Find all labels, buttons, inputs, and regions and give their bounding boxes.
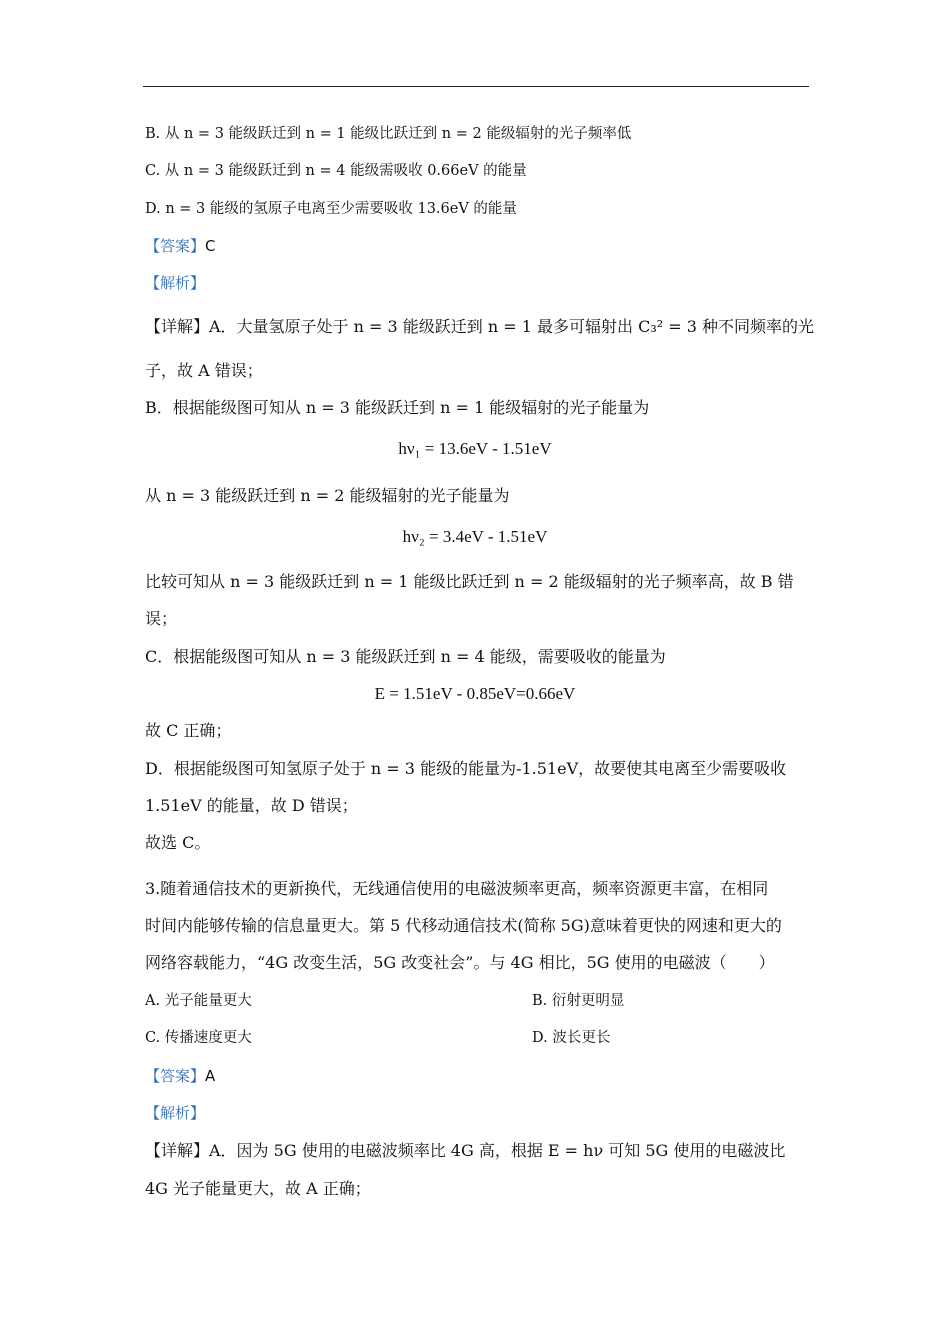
equation-1: hν₁ = 13.6eV - 1.51eV (398, 439, 552, 458)
q3-stem-line1: 3.随着通信技术的更新换代，无线通信使用的电磁波频率更高，频率资源更丰富，在相同 (145, 879, 769, 898)
q2-analysis-tag: 【解析】 (145, 274, 206, 292)
q2-detail-d-line1: D．根据能级图可知氢原子处于 n = 3 能级的能量为-1.51eV，故要使其电离至少需要吸收 (145, 759, 787, 778)
q2-detail-b2: 从 n = 3 能级跃迁到 n = 2 能级辐射的光子能量为 (145, 486, 510, 505)
answer-value: C (205, 237, 216, 255)
q2-option-c: C. 从 n = 3 能级跃迁到 n = 4 能级需吸收 0.66eV 的能量 (145, 163, 527, 179)
q2-detail-b: B．根据能级图可知从 n = 3 能级跃迁到 n = 1 能级辐射的光子能量为 (145, 398, 650, 417)
q2-detail-a-line2: 子，故 A 错误； (145, 361, 263, 380)
q2-detail-b3-line2: 误； (145, 609, 178, 628)
q2-detail-b3-line1: 比较可知从 n = 3 能级跃迁到 n = 1 能级比跃迁到 n = 2 能级辐射的光子频率高，故 B 错 (145, 572, 794, 591)
answer-value: A (205, 1067, 216, 1085)
header-rule (143, 86, 809, 87)
q3-answer-line (145, 1066, 215, 1086)
q2-conclusion: 故选 C。 (145, 833, 211, 852)
q3-option-a: A. 光子能量更大 (145, 993, 252, 1009)
q3-option-d: D. 波长更长 (532, 1030, 611, 1046)
q3-stem-line3: 网络容载能力，“4G 改变生活，5G 改变社会”。与 4G 相比，5G 使用的电磁波（ ） (145, 953, 775, 972)
q2-detail-d-line2: 1.51eV 的能量，故 D 错误； (145, 796, 358, 815)
equation-3: E = 1.51eV - 0.85eV=0.66eV (374, 684, 576, 703)
q3-stem-line2: 时间内能够传输的信息量更大。第 5 代移动通信技术(简称 5G)意味着更快的网速和更大的 (145, 916, 782, 935)
answer-tag: 【答案】 (145, 1067, 206, 1085)
q3-option-b: B. 衍射更明显 (532, 993, 625, 1009)
q3-analysis-tag: 【解析】 (145, 1104, 206, 1122)
equation-2: hν₂ = 3.4eV - 1.51eV (402, 527, 548, 546)
q2-detail-c: C．根据能级图可知从 n = 3 能级跃迁到 n = 4 能级，需要吸收的能量为 (145, 647, 666, 666)
q2-option-d: D. n = 3 能级的氢原子电离至少需要吸收 13.6eV 的能量 (145, 201, 517, 217)
q2-option-b: B. 从 n = 3 能级跃迁到 n = 1 能级比跃迁到 n = 2 能级辐射的光子频率低 (145, 126, 632, 142)
q2-detail-c2: 故 C 正确； (145, 721, 232, 740)
q3-detail-a-line1: 【详解】A．因为 5G 使用的电磁波频率比 4G 高，根据 E = hν 可知 5G 使用的电磁波比 (145, 1141, 786, 1160)
q2-answer-line (145, 236, 216, 256)
answer-tag: 【答案】 (145, 237, 206, 255)
q2-detail-a-line1: 【详解】A．大量氢原子处于 n = 3 能级跃迁到 n = 1 最多可辐射出 C₃² = 3 种不同频率的光 (145, 317, 815, 336)
q3-detail-a-line2: 4G 光子能量更大，故 A 正确； (145, 1179, 371, 1198)
q3-option-c: C. 传播速度更大 (145, 1030, 252, 1046)
